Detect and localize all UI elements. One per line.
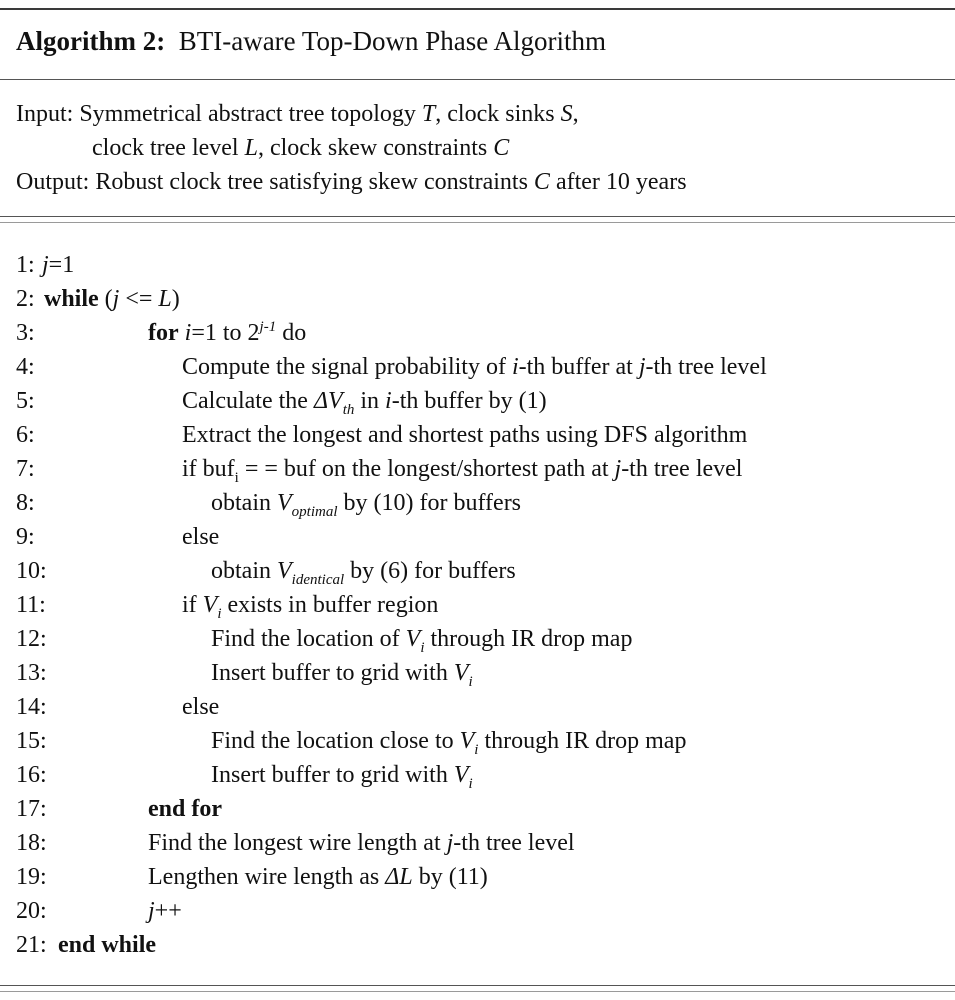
line-number: 4:	[16, 354, 35, 380]
var-i: i	[385, 388, 392, 414]
input2-text: clock tree level	[92, 135, 245, 161]
keyword-while: while	[44, 286, 99, 312]
line-number: 18:	[16, 830, 47, 856]
line-number: 8:	[16, 490, 35, 516]
top-rule	[0, 8, 955, 10]
output-text: Output: Robust clock tree satisfying skew constraints	[16, 169, 534, 195]
var-delta-l: ΔL	[385, 864, 413, 890]
var-v: V	[277, 490, 292, 516]
line-number: 9:	[16, 524, 35, 550]
line-number: 10:	[16, 558, 47, 584]
line-text: Find the location of	[211, 626, 406, 652]
line-text: through IR drop map	[424, 626, 633, 652]
line-number: 6:	[16, 422, 35, 448]
input2-text-2: , clock skew constraints	[257, 135, 494, 161]
line-text: obtain	[211, 558, 277, 584]
input-var-t: T	[421, 101, 436, 127]
line-number: 3:	[16, 320, 35, 346]
line-text: Find the location close to	[211, 728, 460, 754]
algorithm-name: BTI-aware Top-Down Phase Algorithm	[178, 26, 607, 56]
line-text: Lengthen wire length as	[148, 864, 386, 890]
line-text: Insert buffer to grid with	[211, 762, 454, 788]
var-j: j	[112, 286, 120, 312]
line-text: in	[354, 388, 386, 414]
subscript: identical	[291, 571, 345, 588]
line-text: = = buf on the longest/shortest path at	[238, 456, 615, 482]
line-text: if	[182, 592, 203, 618]
var-j: j	[148, 898, 155, 924]
bottom-rule	[0, 985, 955, 986]
input2-var-l: L	[244, 135, 258, 161]
line-number: 1:	[16, 252, 35, 278]
input-var-s: S	[560, 101, 573, 127]
input-line-1	[16, 101, 579, 128]
line-text: ++	[154, 898, 182, 924]
line-number: 17:	[16, 796, 47, 822]
line-number: 19:	[16, 864, 47, 890]
subscript: i	[468, 673, 473, 690]
output-var-c: C	[533, 169, 550, 195]
line-number: 11:	[16, 592, 46, 618]
var-v: V	[405, 626, 421, 652]
algorithm-label: Algorithm 2:	[16, 26, 166, 56]
line-number: 7:	[16, 456, 35, 482]
keyword-for: for	[148, 320, 179, 346]
line-text: Compute the signal probability of	[182, 354, 512, 380]
line-number: 13:	[16, 660, 47, 686]
var-v: V	[453, 762, 469, 788]
io-rule-shadow	[0, 222, 955, 223]
line-number: 5:	[16, 388, 35, 414]
line-text: do	[276, 320, 307, 346]
subscript: i	[234, 469, 239, 486]
line-text: =1	[48, 252, 75, 278]
line-text: if buf	[182, 456, 235, 482]
subscript: i	[217, 605, 222, 622]
line-text: else	[182, 694, 220, 720]
line-number: 21:	[16, 932, 47, 958]
input2-var-c: C	[493, 135, 510, 161]
line-text: by (10) for buffers	[337, 490, 522, 516]
line-text: Insert buffer to grid with	[211, 660, 454, 686]
var-j: j	[638, 354, 646, 380]
line-text: else	[182, 524, 220, 550]
line-text: -th buffer at	[518, 354, 639, 380]
var-v: V	[202, 592, 218, 618]
input-text-2: , clock sinks	[435, 101, 561, 127]
line-number: 12:	[16, 626, 47, 652]
output-line	[16, 169, 687, 196]
line-number: 15:	[16, 728, 47, 754]
line-text: =1 to 2	[191, 320, 260, 346]
input-line-2	[92, 135, 509, 162]
line-text: (	[98, 286, 113, 312]
bottom-rule-shadow	[0, 991, 955, 992]
subscript: i	[420, 639, 425, 656]
title-rule	[0, 79, 955, 80]
var-j: j	[42, 252, 49, 278]
line-text: -th buffer by (1)	[391, 388, 547, 414]
line-text: )	[171, 286, 180, 312]
var-v: V	[459, 728, 475, 754]
line-text: -th tree level	[453, 830, 575, 856]
subscript: th	[342, 401, 355, 418]
line-number: 2:	[16, 286, 35, 312]
subscript: i	[474, 741, 479, 758]
var-i: i	[511, 354, 519, 380]
var-j: j	[446, 830, 454, 856]
line-text: Find the longest wire length at	[148, 830, 447, 856]
line-number: 14:	[16, 694, 47, 720]
line-text: by (11)	[412, 864, 488, 890]
line-number: 16:	[16, 762, 47, 788]
var-l: L	[158, 286, 172, 312]
line-text: by (6) for buffers	[344, 558, 516, 584]
input-comma: ,	[572, 101, 579, 127]
line-text: Extract the longest and shortest paths using DFS algorithm	[182, 422, 748, 448]
var-v: V	[453, 660, 469, 686]
input-text: Input: Symmetrical abstract tree topology	[16, 101, 422, 127]
keyword-end-while: end while	[58, 932, 157, 958]
line-text: -th tree level	[621, 456, 743, 482]
var-j: j	[614, 456, 622, 482]
line-text: -th tree level	[645, 354, 767, 380]
output-text-2: after 10 years	[549, 169, 687, 195]
superscript: j-1	[259, 319, 277, 335]
keyword-end-for: end for	[148, 796, 222, 822]
line-number: 20:	[16, 898, 47, 924]
line-text: Calculate the	[182, 388, 314, 414]
line-text: obtain	[211, 490, 277, 516]
subscript: i	[468, 775, 473, 792]
line-text: through IR drop map	[478, 728, 687, 754]
line-text: exists in buffer region	[221, 592, 439, 618]
io-rule	[0, 216, 955, 217]
subscript: optimal	[291, 503, 338, 520]
var-v: V	[277, 558, 292, 584]
line-text: <=	[119, 286, 159, 312]
var-i: i	[184, 320, 192, 346]
var-delta-v: ΔV	[313, 388, 343, 414]
algorithm-title	[16, 26, 606, 57]
